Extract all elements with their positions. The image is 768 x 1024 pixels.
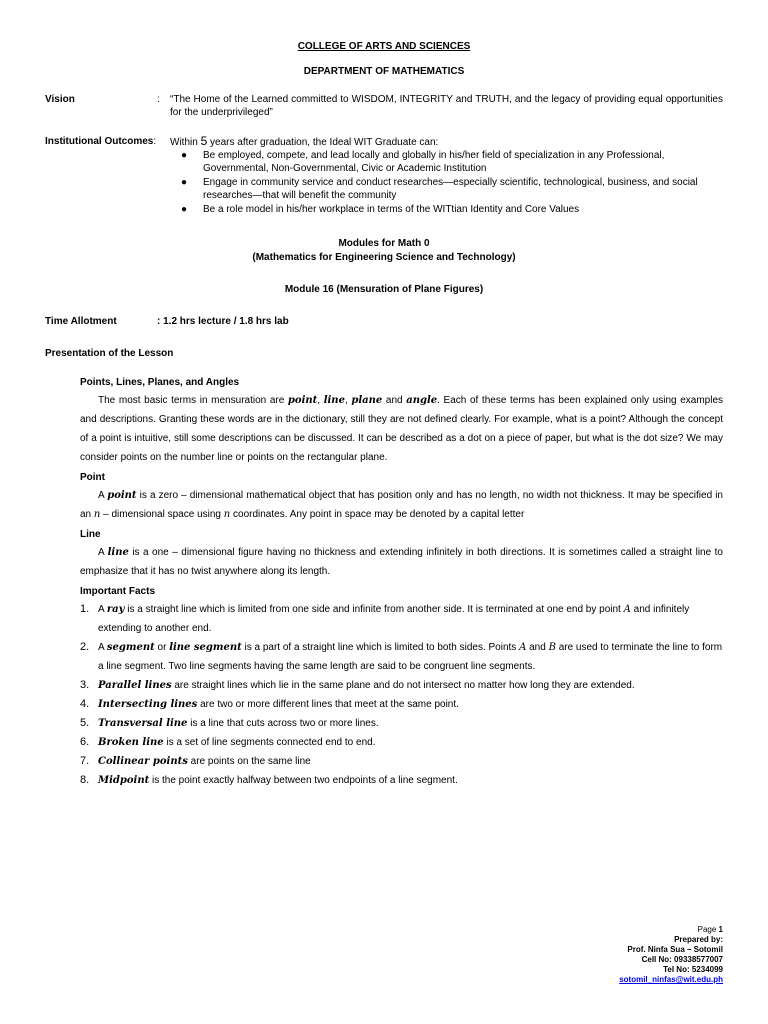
author-tel: Tel No: 5234099 [663,965,723,974]
fact-item [80,676,723,695]
vision-text: “The Home of the Learned committed to WISDOM, INTEGRITY and TRUTH, and the legacy of providing equal opportunities for the underprivileged” [170,94,723,118]
text: Page [697,925,719,934]
text: . Each of these terms has been explained only using examples and descriptions. Granting these words are in the dictionary, still they are not defined clearly. For example, what is a point? Although the concept of a point is intuitive, still some descriptions can be discussed. It can be described as a dot on a piece of paper, but what is the dot size? We may consider points on the number line or points on the rectangular plane. [80,395,724,463]
point-heading: Point [80,472,105,483]
text: is a line that cuts across two or more lines. [187,718,379,729]
line-paragraph [80,543,723,581]
outcomes-intro-pre: Within [170,137,201,148]
text: A [98,490,108,501]
outcome-item [181,149,723,175]
page-num-value: 1 [718,925,723,934]
outcomes-intro [170,135,438,149]
text: are points on the same line [187,756,311,767]
text: is a set of line segments connected end to end. [163,737,376,748]
math-A: A [519,642,527,653]
fact-number: 3. [80,679,90,691]
fact-number: 1. [80,603,90,615]
text: are used to terminate the line to form a line segment. Two line segments having the same length are said to be congruent line segments. [98,642,723,672]
outcome-text: Be a role model in his/her workplace in terms of the WITtian Identity and Core Values [203,204,580,215]
line-heading: Line [80,529,101,540]
text: coordinates. Any point in space may be denoted by a capital letter [230,509,525,520]
fact-item [80,771,723,790]
outcome-item [181,203,723,216]
college-title: COLLEGE OF ARTS AND SCIENCES [297,41,471,52]
text: is a zero – dimensional mathematical object that has position only and has no length, no width not thickness. It may be specified in an [80,490,723,520]
module-title: Module 16 (Mensuration of Plane Figures) [284,284,484,295]
math-n: n [93,509,101,520]
facts-list [80,600,723,790]
math-n: n [223,509,231,520]
text: or [154,642,170,653]
vision-colon: : [157,94,160,105]
intro-paragraph [80,391,723,467]
outcomes-list [181,149,723,217]
modules-title: Modules for Math 0 [338,238,430,249]
term-line-segment: line segment [169,642,242,653]
outcomes-colon: : [153,136,157,147]
fact-item [80,695,723,714]
outcomes-label: Institutional Outcomes [45,136,154,147]
outcome-text: Engage in community service and conduct researches—especially scientific, technological, business, and social researches—that will benefit the community [203,177,698,201]
page-number [619,925,723,935]
text: are two or more different lines that meet at the same point. [197,699,459,710]
fact-number: 8. [80,774,90,786]
term-line: line [323,395,345,406]
facts-heading: Important Facts [80,586,156,597]
fact-number: 7. [80,755,90,767]
bullet-icon: ● [181,177,188,188]
author-email-link[interactable]: sotomil_ninfas@wit.edu.ph [619,975,723,984]
term-plane: plane [351,395,383,406]
department-title: DEPARTMENT OF MATHEMATICS [303,66,465,77]
fact-number: 6. [80,736,90,748]
term-transversal-line: Transversal line [98,718,188,729]
term-intersecting-lines: Intersecting lines [98,699,198,710]
term-broken-line: Broken line [98,737,164,748]
text: is a one – dimensional figure having no thickness and extending infinitely in both directions. It is sometimes called a straight line to emphasize that it has no twist anywhere along its length. [80,547,723,577]
fact-item [80,714,723,733]
bullet-icon: ● [181,150,188,161]
term-angle: angle [406,395,438,406]
outcomes-intro-post: years after graduation, the Ideal WIT Graduate can: [207,137,439,148]
term-point: point [107,490,137,501]
fact-item [80,752,723,771]
author-name: Prof. Ninfa Sua – Sotomil [627,945,723,954]
bullet-icon: ● [181,204,188,215]
text: A [98,604,107,615]
fact-item [80,638,723,676]
text: are straight lines which lie in the same plane and do not intersect no matter how long they are extended. [171,680,635,691]
time-value: : 1.2 hrs lecture / 1.8 hrs lab [157,316,289,327]
math-B: B [548,642,556,653]
term-point: point [287,395,318,406]
term-parallel-lines: Parallel lines [98,680,172,691]
point-paragraph [80,486,723,524]
text: The most basic terms in mensuration are [98,395,288,406]
term-ray: ray [106,604,125,615]
prepared-by: Prepared by: [674,935,723,944]
fact-number: 2. [80,641,90,653]
text: is a straight line which is limited from one side and infinite from another side. It is terminated at one end by point [124,604,624,615]
outcomes-intro-num: 5 [200,134,208,148]
fact-number: 5. [80,717,90,729]
text: and [526,642,549,653]
fact-item [80,600,723,638]
outcome-text: Be employed, compete, and lead locally and globally in his/her field of specialization in any Professional, Governmental, Non-Governmental, Civic or Academic Institution [203,150,665,174]
author-cell: Cell No: 09338577007 [641,955,723,964]
text: is a part of a straight line which is limited to both sides. Points [241,642,520,653]
term-midpoint: Midpoint [98,775,150,786]
term-segment: segment [106,642,155,653]
vision-label: Vision [45,94,75,105]
fact-number: 4. [80,698,90,710]
text: , [344,395,352,406]
text: and [382,395,407,406]
text: is the point exactly halfway between two endpoints of a line segment. [149,775,458,786]
term-line: line [107,547,129,558]
outcome-item [181,176,723,202]
outcomes-label-row [45,135,156,148]
fact-item [80,733,723,752]
term-collinear-points: Collinear points [98,756,188,767]
text: A [98,547,108,558]
text: , [317,395,324,406]
math-A: A [623,604,631,615]
text: – dimensional space using [100,509,224,520]
presentation-heading: Presentation of the Lesson [45,348,174,359]
modules-subtitle: (Mathematics for Engineering Science and Technology) [252,252,516,263]
text: A [98,642,107,653]
text: and infinitely extending to another end. [98,604,690,634]
time-label: Time Allotment [45,316,117,327]
section-title: Points, Lines, Planes, and Angles [80,377,240,388]
page-footer [619,925,723,985]
